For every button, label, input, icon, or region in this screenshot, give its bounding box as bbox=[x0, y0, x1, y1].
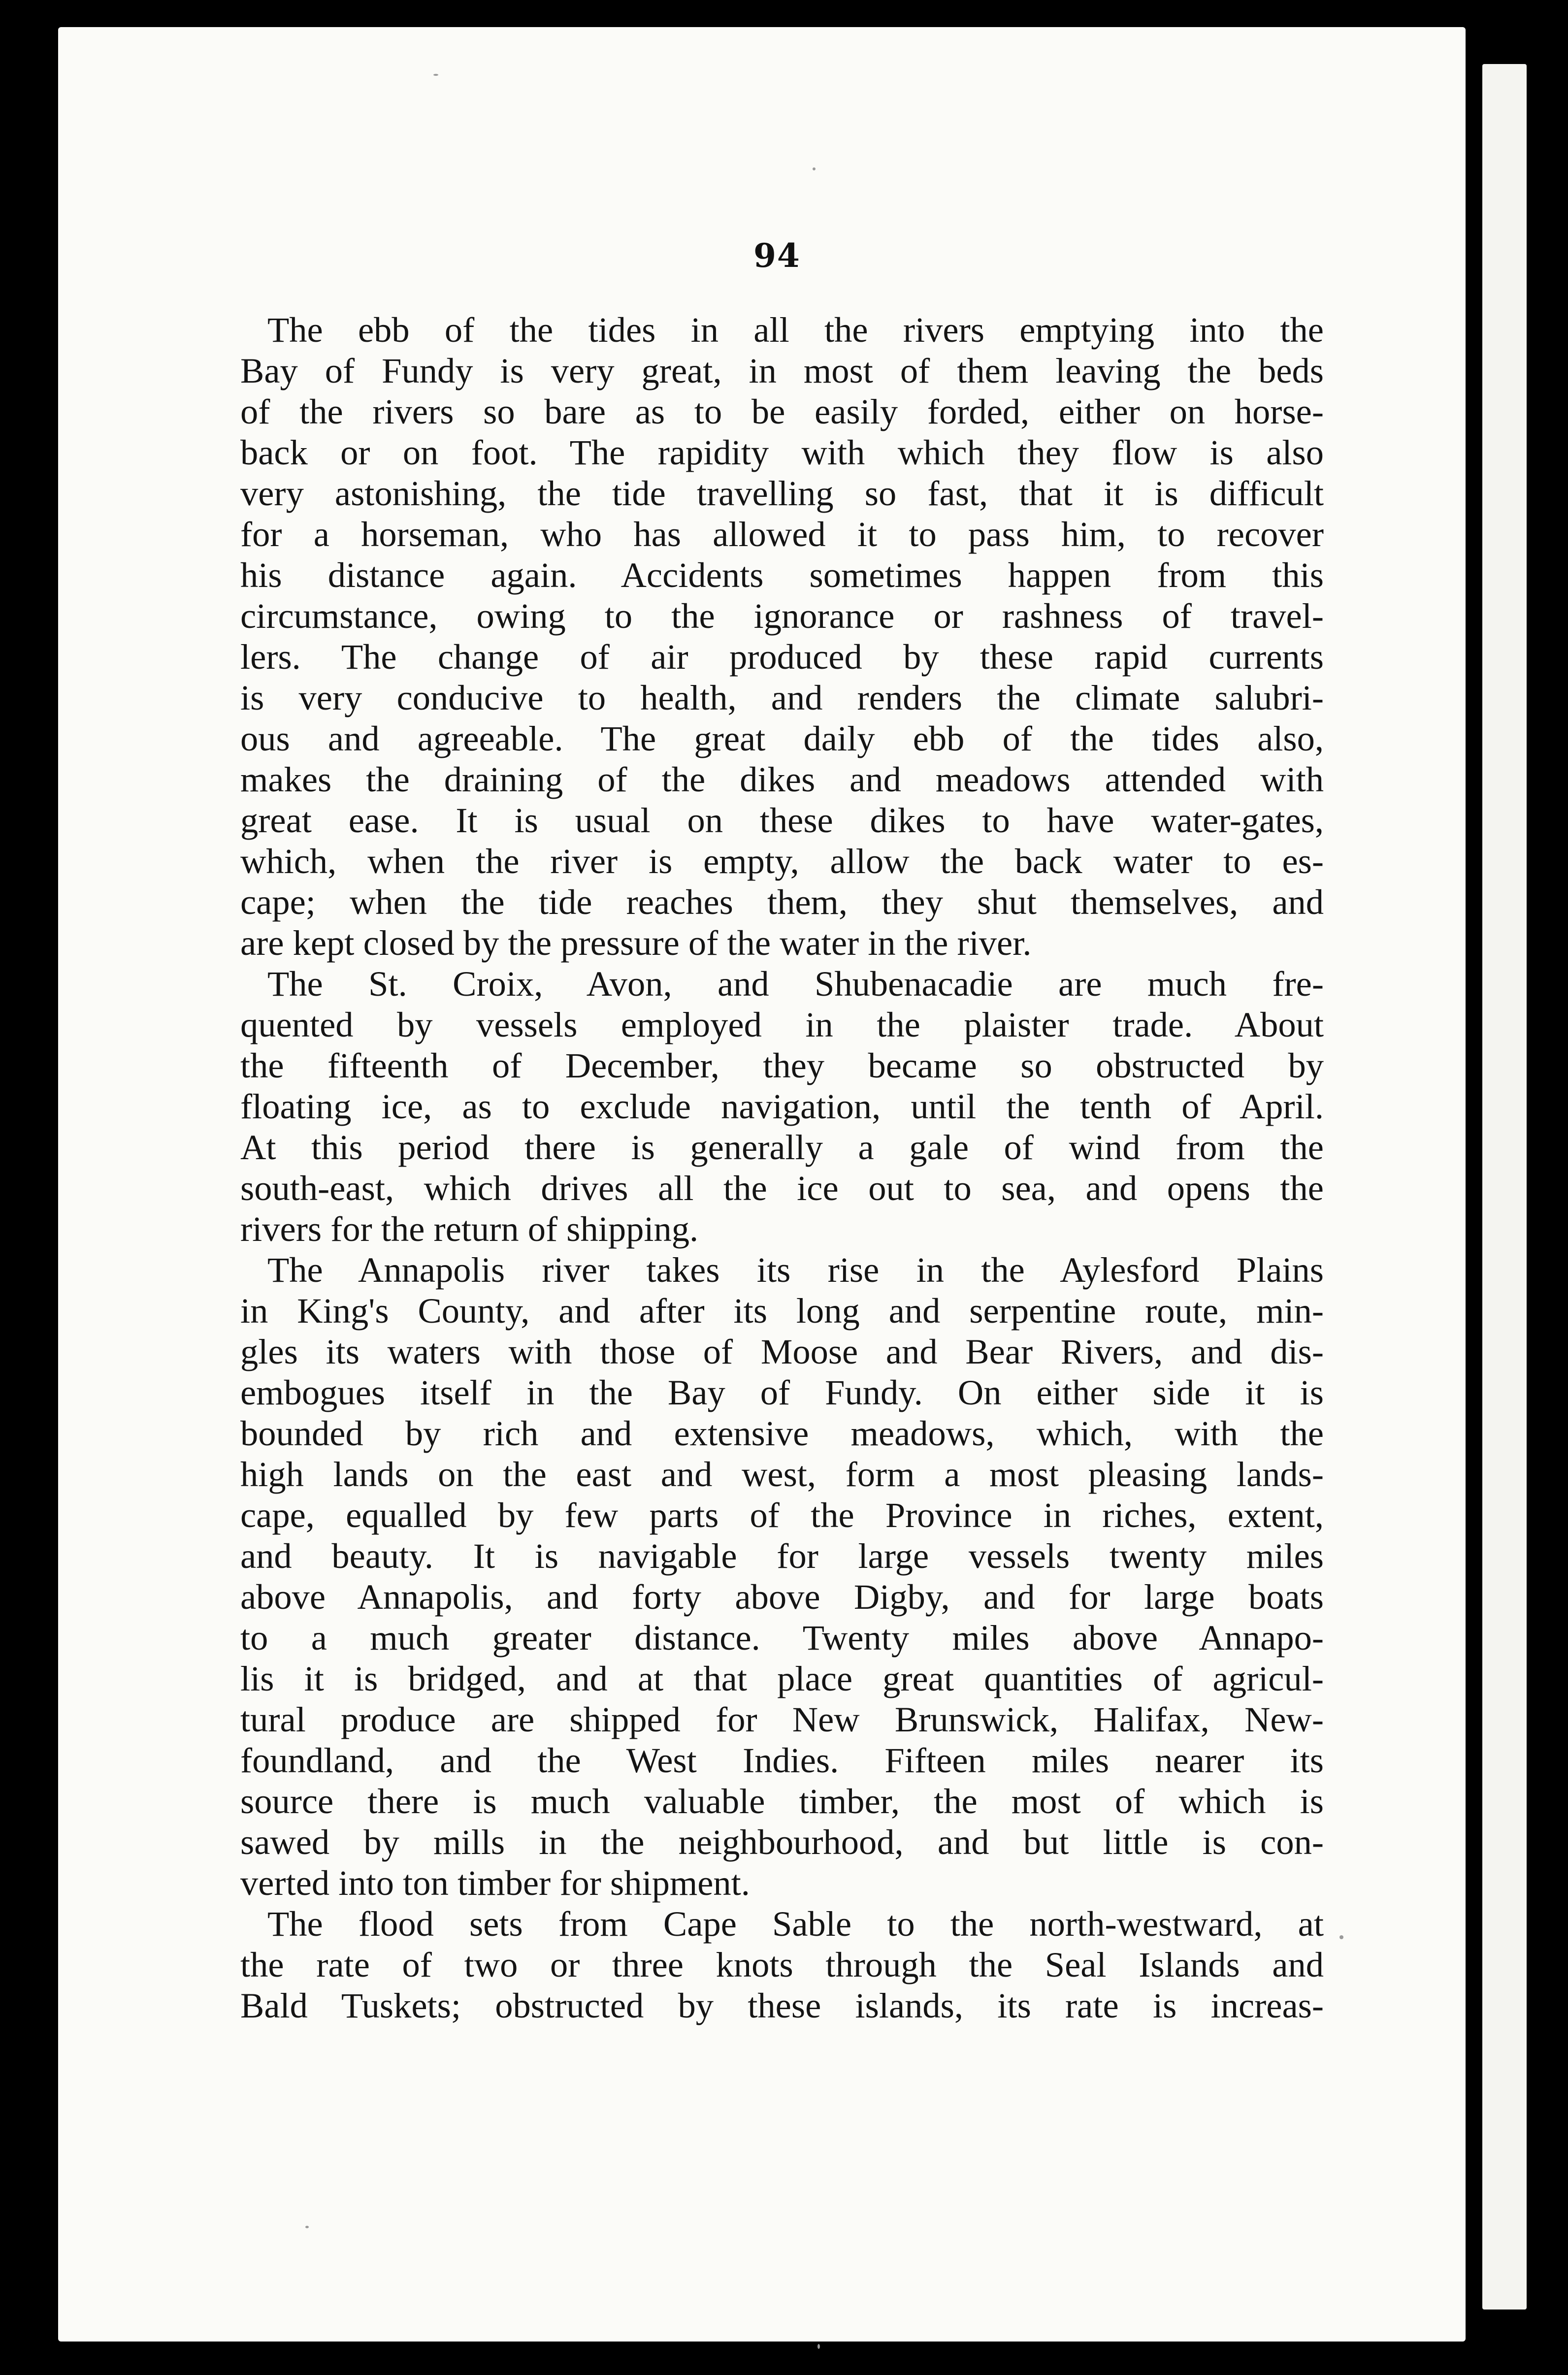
text-line: the fifteenth of December, they became so obstructed by bbox=[240, 1045, 1324, 1085]
paragraph bbox=[240, 963, 1324, 1249]
text-line: of the rivers so bare as to be easily forded, either on horse- bbox=[240, 391, 1324, 431]
text-line: Bay of Fundy is very great, in most of them leaving the beds bbox=[240, 351, 1324, 390]
body-text bbox=[240, 309, 1324, 2026]
scan-speck bbox=[305, 2226, 309, 2228]
text-line: rivers for the return of shipping. bbox=[240, 1209, 699, 1249]
adjacent-page-edge bbox=[1482, 64, 1527, 2310]
paragraph bbox=[240, 1249, 1324, 1903]
text-line: tural produce are shipped for New Brunswick, Halifax, New- bbox=[240, 1699, 1324, 1739]
text-line: quented by vessels employed in the plaister trade. About bbox=[240, 1005, 1324, 1044]
text-line: is very conducive to health, and renders the climate salubri- bbox=[240, 678, 1324, 717]
text-line: At this period there is generally a gale of wind from the bbox=[240, 1127, 1324, 1167]
text-line: the rate of two or three knots through the Seal Islands and bbox=[240, 1945, 1324, 1985]
text-line: sawed by mills in the neighbourhood, and but little is con- bbox=[240, 1822, 1324, 1862]
text-line: are kept closed by the pressure of the water in the river. bbox=[240, 923, 1032, 963]
paragraph bbox=[240, 309, 1324, 963]
text-line: high lands on the east and west, form a most pleasing lands- bbox=[240, 1454, 1324, 1494]
text-line: cape, equalled by few parts of the Province in riches, extent, bbox=[240, 1495, 1324, 1535]
text-line: The St. Croix, Avon, and Shubenacadie are much fre- bbox=[267, 964, 1324, 1004]
text-line: The Annapolis river takes its rise in the Aylesford Plains bbox=[267, 1250, 1324, 1290]
text-line: cape; when the tide reaches them, they shut themselves, and bbox=[240, 882, 1324, 922]
text-line: embogues itself in the Bay of Fundy. On either side it is bbox=[240, 1372, 1324, 1412]
text-line: Bald Tuskets; obstructed by these islands, its rate is increas- bbox=[240, 1985, 1324, 2025]
text-line: circumstance, owing to the ignorance or rashness of travel- bbox=[240, 596, 1324, 636]
scan-speck bbox=[1339, 1935, 1343, 1939]
text-line: makes the draining of the dikes and meadows attended with bbox=[240, 759, 1324, 799]
text-line: in King's County, and after its long and serpentine route, min- bbox=[240, 1291, 1324, 1331]
text-line: above Annapolis, and forty above Digby, and for large boats bbox=[240, 1577, 1324, 1617]
text-line: gles its waters with those of Moose and Bear Rivers, and dis- bbox=[240, 1332, 1324, 1371]
scan-speck bbox=[813, 167, 816, 170]
scan-speck bbox=[817, 2344, 820, 2349]
text-line: bounded by rich and extensive meadows, which, with the bbox=[240, 1413, 1324, 1453]
page-number: 94 bbox=[753, 236, 801, 275]
text-line: floating ice, as to exclude navigation, until the tenth of April. bbox=[240, 1086, 1324, 1126]
paragraph bbox=[240, 1903, 1324, 2026]
text-line: lis it is bridged, and at that place great quantities of agricul- bbox=[240, 1659, 1324, 1698]
text-line: source there is much valuable timber, the most of which is bbox=[240, 1781, 1324, 1821]
text-line: great ease. It is usual on these dikes to have water-gates, bbox=[240, 800, 1324, 840]
text-line: ous and agreeable. The great daily ebb of the tides also, bbox=[240, 718, 1324, 758]
text-line: lers. The change of air produced by these rapid currents bbox=[240, 637, 1324, 677]
text-line: The ebb of the tides in all the rivers emptying into the bbox=[267, 310, 1324, 350]
text-line: and beauty. It is navigable for large vessels twenty miles bbox=[240, 1536, 1324, 1576]
text-line: very astonishing, the tide travelling so fast, that it is difficult bbox=[240, 473, 1324, 513]
text-line: The flood sets from Cape Sable to the north-westward, at bbox=[267, 1904, 1324, 1944]
text-line: back or on foot. The rapidity with which they flow is also bbox=[240, 432, 1324, 472]
text-line: foundland, and the West Indies. Fifteen miles nearer its bbox=[240, 1740, 1324, 1780]
text-line: for a horseman, who has allowed it to pass him, to recover bbox=[240, 514, 1324, 554]
scan-speck bbox=[433, 74, 438, 76]
text-line: his distance again. Accidents sometimes happen from this bbox=[240, 555, 1324, 595]
text-line: which, when the river is empty, allow the back water to es- bbox=[240, 841, 1324, 881]
text-line: verted into ton timber for shipment. bbox=[240, 1863, 750, 1903]
text-line: to a much greater distance. Twenty miles above Annapo- bbox=[240, 1618, 1324, 1658]
text-line: south-east, which drives all the ice out to sea, and opens the bbox=[240, 1168, 1324, 1208]
